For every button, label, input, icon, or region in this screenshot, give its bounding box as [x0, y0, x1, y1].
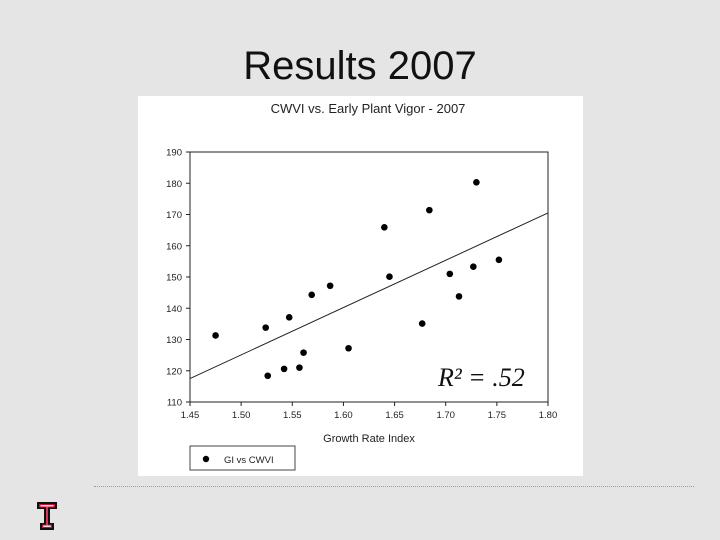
data-point: [386, 273, 393, 280]
data-point: [426, 207, 433, 214]
data-point: [419, 320, 426, 327]
x-tick-label: 1.75: [487, 410, 507, 421]
y-axis: [166, 148, 190, 409]
y-tick-label: 180: [166, 178, 182, 190]
x-axis-label: Growth Rate Index: [323, 433, 415, 445]
x-axis: [181, 402, 558, 421]
y-tick-label: 120: [166, 366, 182, 378]
data-point: [447, 271, 454, 278]
footer-divider: [94, 486, 694, 487]
data-point: [381, 224, 388, 231]
y-tick-label: 150: [166, 272, 182, 284]
data-point: [470, 263, 477, 270]
legend-marker: [203, 456, 209, 462]
x-tick-label: 1.55: [283, 410, 302, 421]
legend: [190, 446, 295, 470]
chart-title: CWVI vs. Early Plant Vigor - 2007: [270, 101, 466, 116]
data-point: [264, 372, 271, 379]
y-tick-label: 110: [166, 397, 182, 409]
r-squared-annotation: R² = .52: [438, 363, 525, 392]
y-tick-label: 140: [166, 303, 182, 315]
x-tick-label: 1.60: [334, 410, 353, 421]
x-tick-label: 1.80: [538, 410, 558, 421]
legend-label: GI vs CWVI: [224, 455, 274, 466]
data-point: [473, 179, 480, 186]
texas-tech-logo: [36, 501, 58, 536]
data-point: [496, 257, 503, 264]
data-point: [262, 324, 269, 331]
scatter-chart: [138, 96, 583, 476]
x-tick-label: 1.50: [231, 410, 251, 421]
x-tick-label: 1.65: [385, 410, 404, 421]
data-points: [212, 179, 502, 379]
data-point: [327, 282, 334, 289]
y-tick-label: 170: [166, 210, 182, 221]
y-tick-label: 190: [166, 147, 182, 159]
data-point: [300, 349, 307, 356]
x-tick-label: 1.70: [436, 410, 455, 421]
regression-line: [190, 213, 548, 379]
chart-panel: [138, 96, 583, 476]
data-point: [456, 293, 463, 300]
x-tick-label: 1.45: [180, 410, 200, 421]
slide-title: Results 2007: [243, 44, 477, 88]
data-point: [308, 292, 315, 299]
y-tick-label: 130: [166, 335, 182, 346]
y-tick-label: 160: [166, 241, 182, 253]
data-point: [345, 345, 352, 352]
data-point: [286, 314, 293, 321]
data-point: [296, 364, 303, 371]
data-point: [281, 366, 288, 373]
data-point: [212, 332, 219, 339]
